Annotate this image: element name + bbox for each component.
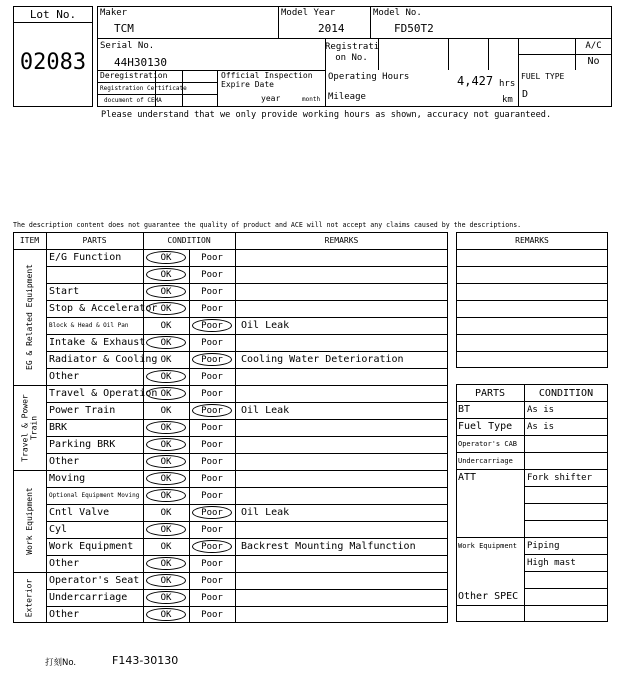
col-parts: PARTS: [82, 236, 107, 245]
group-label: Travel & Power Train: [20, 393, 39, 462]
hrs-label: hrs: [499, 79, 516, 89]
spec-part: Fuel Type: [458, 421, 513, 432]
part-label: Cyl: [49, 524, 68, 535]
spec-part: Other SPEC: [458, 591, 519, 602]
poor-option[interactable]: Poor: [201, 610, 223, 620]
poor-option[interactable]: Poor: [201, 355, 223, 365]
ok-option[interactable]: OK: [160, 338, 172, 348]
ok-option[interactable]: OK: [160, 593, 172, 603]
ok-option[interactable]: OK: [160, 576, 172, 586]
stamp-number: F143-30130: [112, 654, 179, 667]
ok-option[interactable]: OK: [160, 372, 172, 382]
part-label: Block & Head & Oil Pan: [49, 322, 129, 329]
part-label: Work Equipment: [49, 541, 134, 552]
spec-condition: As is: [527, 422, 555, 432]
ok-option[interactable]: OK: [160, 457, 172, 467]
part-label: Operator's Seat: [49, 575, 140, 586]
ok-circle: [146, 387, 186, 400]
part-label: Parking BRK: [49, 439, 116, 450]
group-label: Exterior: [24, 578, 34, 617]
ok-circle: [146, 608, 186, 621]
ok-circle: [146, 574, 186, 587]
poor-circle: [192, 506, 232, 519]
part-label: Moving: [49, 473, 86, 484]
ok-option[interactable]: OK: [160, 270, 172, 280]
ok-circle: [146, 591, 186, 604]
poor-option[interactable]: Poor: [201, 440, 223, 450]
poor-option[interactable]: Poor: [201, 406, 223, 416]
parts-header: PARTS: [474, 388, 506, 399]
km-label: km: [502, 95, 513, 105]
poor-option[interactable]: Poor: [201, 559, 223, 569]
spec-part: Undercarriage: [458, 457, 513, 465]
poor-option[interactable]: Poor: [201, 491, 223, 501]
spec-condition: As is: [527, 405, 555, 415]
remark-text: Oil Leak: [241, 507, 290, 518]
group-label: EG & Related Equipment: [24, 264, 34, 370]
part-label: E/G Function: [49, 252, 122, 263]
ok-circle: [146, 285, 186, 298]
maker-value: TCM: [114, 22, 134, 35]
ok-option[interactable]: OK: [160, 491, 172, 501]
poor-option[interactable]: Poor: [201, 457, 223, 467]
model-no-value: FD50T2: [394, 22, 434, 35]
ok-circle: [146, 489, 186, 502]
cema-label: document of CEMA: [104, 97, 162, 104]
ok-circle: [146, 302, 186, 315]
spec-part: Work Equipment: [458, 542, 518, 550]
col-remarks: REMARKS: [324, 236, 359, 245]
inspection-label: Official Inspection Expire Date: [221, 71, 313, 89]
ok-circle: [146, 438, 186, 451]
ok-circle: [146, 251, 186, 264]
remark-text: Oil Leak: [241, 320, 290, 331]
part-label: Cntl Valve: [49, 507, 110, 518]
ok-option[interactable]: OK: [160, 321, 172, 331]
ok-option[interactable]: OK: [160, 610, 172, 620]
part-label: Undercarriage: [49, 592, 128, 603]
mileage-label: Mileage: [328, 92, 366, 102]
ok-circle: [146, 472, 186, 485]
poor-option[interactable]: Poor: [201, 593, 223, 603]
serial-value: 44H30130: [114, 56, 167, 69]
ok-option[interactable]: OK: [160, 355, 172, 365]
ok-option[interactable]: OK: [160, 287, 172, 297]
ok-circle: [146, 421, 186, 434]
part-label: Travel & Operation: [49, 388, 158, 399]
ok-option[interactable]: OK: [160, 559, 172, 569]
registration-certificate-label: Registration Certificate: [100, 85, 187, 92]
col-item: ITEM: [19, 236, 40, 245]
ok-option[interactable]: OK: [160, 304, 172, 314]
poor-option[interactable]: Poor: [201, 287, 223, 297]
part-label: Other: [49, 371, 80, 382]
spec-condition: High mast: [527, 558, 576, 568]
poor-option[interactable]: Poor: [201, 542, 223, 552]
fuel-type-value: D: [522, 89, 529, 100]
part-label: Stop & Accelerator: [49, 303, 158, 314]
ok-option[interactable]: OK: [160, 525, 172, 535]
remark-text: Cooling Water Deterioration: [241, 354, 404, 365]
stamp-label: 打刻No.: [45, 658, 77, 668]
spec-condition: Fork shifter: [527, 473, 593, 483]
spec-part: ATT: [458, 472, 477, 483]
poor-option[interactable]: Poor: [201, 508, 223, 518]
poor-circle: [192, 540, 232, 553]
poor-circle: [192, 404, 232, 417]
maker-label: Maker: [100, 8, 128, 18]
col-condition: CONDITION: [167, 236, 211, 245]
remarks-header: REMARKS: [515, 236, 549, 245]
ok-circle: [146, 455, 186, 468]
part-label: Other: [49, 456, 80, 467]
ok-option[interactable]: OK: [160, 474, 172, 484]
hours-note: Please understand that we only provide working hours as shown, accuracy not guaranteed.: [101, 110, 552, 120]
ok-option[interactable]: OK: [160, 389, 172, 399]
poor-option[interactable]: Poor: [201, 270, 223, 280]
poor-option[interactable]: Poor: [201, 372, 223, 382]
poor-option[interactable]: Poor: [201, 576, 223, 586]
group-label: Work Equipment: [24, 487, 34, 555]
ok-option[interactable]: OK: [160, 440, 172, 450]
lot-label: Lot No.: [29, 8, 77, 21]
part-label: Optional Equipment Moving: [49, 492, 140, 499]
model-year-value: 2014: [318, 22, 345, 35]
lot-number: 02083: [19, 50, 87, 75]
part-label: Other: [49, 609, 80, 620]
disclaimer: The description content does not guarantee the quality of product and ACE will not accept any claims caused by the descriptions.: [13, 221, 522, 229]
fuel-type-label: FUEL TYPE: [521, 72, 565, 81]
ok-option[interactable]: OK: [160, 253, 172, 263]
part-label: Intake & Exhaust: [49, 337, 146, 348]
poor-circle: [192, 353, 232, 366]
poor-option[interactable]: Poor: [201, 474, 223, 484]
remark-text: Backrest Mounting Malfunction: [241, 541, 416, 552]
poor-option[interactable]: Poor: [201, 253, 223, 263]
spec-part: Operator's CAB: [458, 440, 518, 448]
deregistration-label: Deregistration: [100, 71, 168, 80]
registration-label: Registrati on No.: [325, 42, 380, 63]
poor-option[interactable]: Poor: [201, 525, 223, 535]
poor-circle: [192, 319, 232, 332]
operating-hours-value: 4,427: [457, 74, 494, 88]
poor-option[interactable]: Poor: [201, 321, 223, 331]
part-label: Start: [49, 286, 80, 297]
spec-part: BT: [458, 404, 471, 415]
ac-value: No: [587, 56, 600, 67]
condition-header: CONDITION: [538, 388, 594, 399]
ok-circle: [146, 523, 186, 536]
poor-option[interactable]: Poor: [201, 423, 223, 433]
model-no-label: Model No.: [373, 8, 422, 18]
ok-circle: [146, 557, 186, 570]
part-label: Other: [49, 558, 80, 569]
poor-option[interactable]: Poor: [201, 304, 223, 314]
poor-option[interactable]: Poor: [201, 338, 223, 348]
part-label: BRK: [49, 422, 68, 433]
part-label: Power Train: [49, 405, 116, 416]
poor-option[interactable]: Poor: [201, 389, 223, 399]
month-label: month: [302, 96, 321, 103]
ok-circle: [146, 268, 186, 281]
model-year-label: Model Year: [281, 8, 336, 18]
part-label: Radiator & Cooling: [49, 354, 158, 365]
year-label: year: [261, 94, 281, 103]
remark-text: Oil Leak: [241, 405, 290, 416]
ac-label: A/C: [585, 41, 602, 51]
ok-circle: [146, 336, 186, 349]
spec-condition: Piping: [527, 541, 560, 551]
ok-option[interactable]: OK: [160, 406, 172, 416]
ok-option[interactable]: OK: [160, 508, 172, 518]
ok-option[interactable]: OK: [160, 423, 172, 433]
operating-hours-label: Operating Hours: [328, 72, 410, 82]
serial-label: Serial No.: [100, 41, 155, 51]
ok-option[interactable]: OK: [160, 542, 172, 552]
ok-circle: [146, 370, 186, 383]
